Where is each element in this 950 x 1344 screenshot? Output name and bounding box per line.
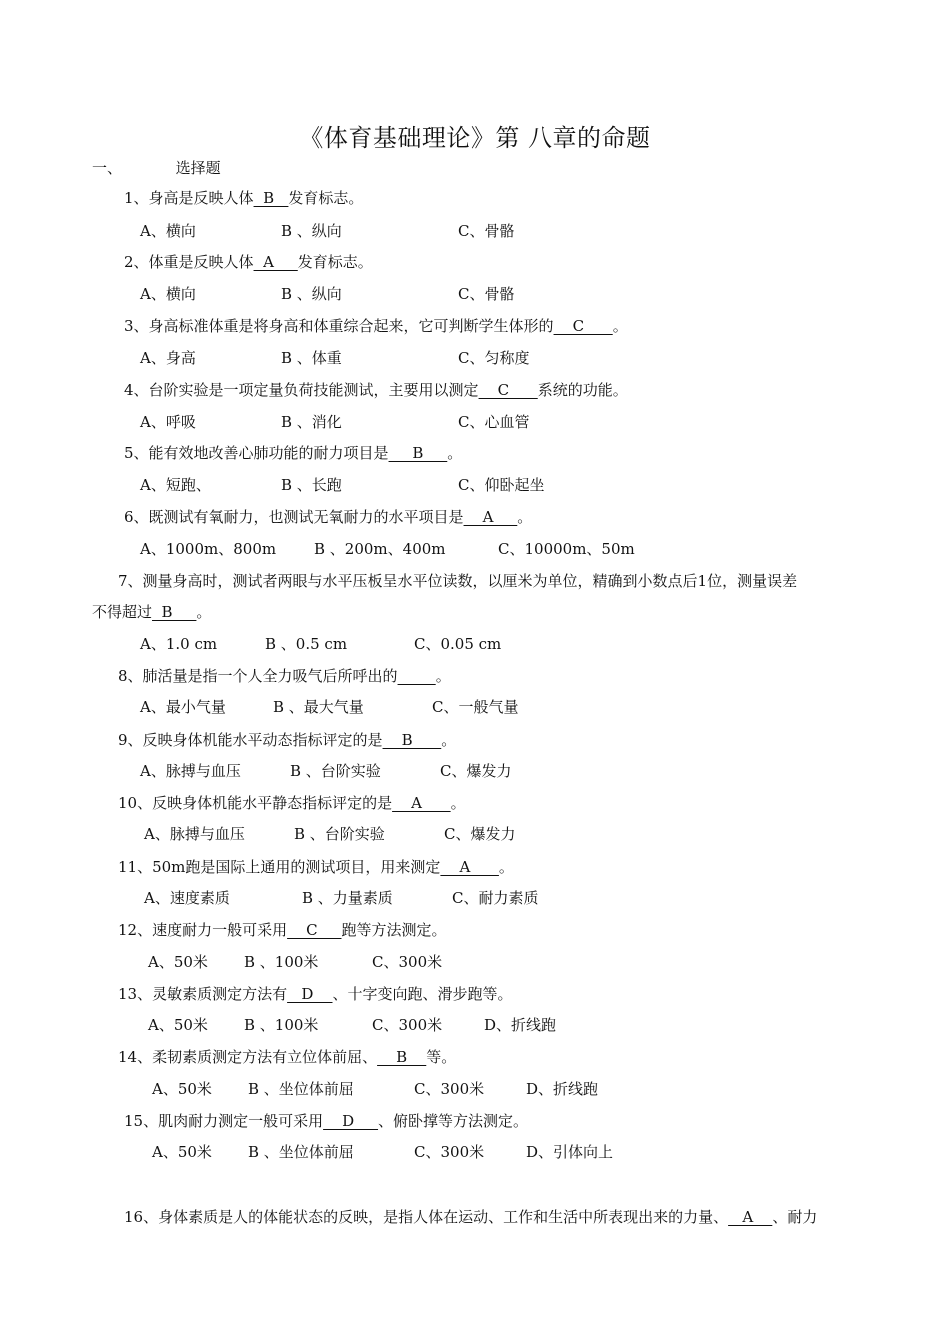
answer-option: A、最小气量 — [140, 698, 226, 716]
answer-option: A、脉搏与血压 — [144, 825, 245, 843]
question-text: 。 — [441, 731, 457, 749]
answer-option: C、300米 — [414, 1143, 485, 1161]
answer-blank: D — [323, 1112, 379, 1130]
question-text: 14、柔韧素质测定方法有立位体前屈、 — [118, 1048, 378, 1066]
answer-option: B 、坐位体前屈 — [248, 1143, 354, 1161]
answer-option: A、脉搏与血压 — [140, 762, 241, 780]
question-text: 。 — [450, 794, 466, 812]
question-text: 11、50m跑是国际上通用的测试项目，用来测定 — [118, 858, 441, 876]
answer-option: C、10000m、50m — [498, 540, 635, 558]
question-text: 。 — [498, 858, 514, 876]
question-text: 13、灵敏素质测定方法有 — [118, 985, 288, 1003]
answer-option: A、50米 — [152, 1143, 212, 1161]
answer-option: C、心血管 — [458, 413, 530, 431]
answer-option: B 、体重 — [281, 349, 342, 367]
question-stem-continued — [92, 602, 211, 622]
answer-option: C、骨骼 — [458, 222, 515, 240]
question-text: 15、肌肉耐力测定一般可采用 — [124, 1112, 324, 1130]
question-text: 等。 — [426, 1048, 457, 1066]
answer-option: B 、消化 — [281, 413, 342, 431]
answer-blank: A — [253, 253, 298, 271]
answer-blank: C — [553, 317, 613, 335]
answer-option: C、0.05 cm — [414, 635, 502, 653]
answer-option: A、身高 — [140, 349, 196, 367]
answer-option: B 、台阶实验 — [290, 762, 381, 780]
question-text: 。 — [435, 667, 451, 685]
answer-blank: C — [287, 921, 342, 939]
question-text: 12、速度耐力一般可采用 — [118, 921, 288, 939]
answer-option: A、50米 — [148, 953, 208, 971]
answer-option: A、1.0 cm — [140, 635, 218, 653]
question-text: 跑等方法测定。 — [341, 921, 447, 939]
answer-blank: B — [253, 189, 289, 207]
answer-option: B 、坐位体前屈 — [248, 1080, 354, 1098]
question-text: 6、既测试有氧耐力，也测试无氧耐力的水平项目是 — [124, 508, 464, 526]
answer-option: A、速度素质 — [144, 889, 230, 907]
answer-option: D、折线跑 — [526, 1080, 599, 1098]
answer-option: D、引体向上 — [526, 1143, 614, 1161]
answer-blank: B — [377, 1048, 427, 1066]
answer-blank: B — [152, 603, 197, 621]
question-text: 系统的功能。 — [537, 381, 628, 399]
answer-option: C、仰卧起坐 — [458, 476, 545, 494]
answer-option: B 、200m、400m — [314, 540, 446, 558]
question-stem — [118, 857, 514, 877]
question-stem — [124, 316, 628, 336]
question-stem — [118, 1047, 456, 1067]
question-text: 发育标志。 — [297, 253, 373, 271]
answer-option: C、匀称度 — [458, 349, 530, 367]
answer-option: A、50米 — [152, 1080, 212, 1098]
question-text: 。 — [517, 508, 533, 526]
question-text: 7、测量身高时，测试者两眼与水平压板呈水平位读数，以厘米为单位，精确到小数点后1位，测量误差 — [118, 572, 798, 590]
answer-option: C、骨骼 — [458, 285, 515, 303]
question-text: 1、身高是反映人体 — [124, 189, 254, 207]
question-stem — [118, 920, 447, 940]
question-text: 、耐力 — [772, 1208, 818, 1226]
section-heading — [92, 158, 221, 178]
question-text: 9、反映身体机能水平动态指标评定的是 — [118, 731, 383, 749]
answer-option: C、300米 — [372, 953, 443, 971]
question-stem — [118, 793, 466, 813]
answer-option: B 、长跑 — [281, 476, 342, 494]
answer-option: B 、纵向 — [281, 285, 342, 303]
question-text: 16、身体素质是人的体能状态的反映，是指人体在运动、工作和生活中所表现出来的力量、 — [124, 1208, 729, 1226]
answer-blank — [398, 666, 436, 686]
answer-option: C、300米 — [414, 1080, 485, 1098]
answer-blank: B — [388, 444, 448, 462]
answer-option: C、一般气量 — [432, 698, 519, 716]
answer-blank: D — [287, 985, 333, 1003]
answer-blank: A — [392, 794, 451, 812]
answer-blank: C — [478, 381, 538, 399]
answer-option: A、1000m、800m — [140, 540, 277, 558]
question-stem — [118, 730, 456, 750]
answer-option: B 、纵向 — [281, 222, 342, 240]
question-stem — [124, 443, 462, 463]
section-number: 一、 — [92, 159, 123, 177]
answer-option: C、耐力素质 — [452, 889, 539, 907]
question-stem — [124, 188, 363, 208]
question-text: 10、反映身体机能水平静态指标评定的是 — [118, 794, 393, 812]
question-text: 、俯卧撑等方法测定。 — [378, 1112, 529, 1130]
answer-option: C、爆发力 — [440, 762, 512, 780]
question-text: 5、能有效地改善心肺功能的耐力项目是 — [124, 444, 389, 462]
question-text: 、十字变向跑、滑步跑等。 — [332, 985, 513, 1003]
answer-blank: A — [728, 1208, 773, 1226]
section-label: 选择题 — [175, 159, 221, 177]
page-title: 《体育基础理论》第 八章的命题 — [299, 124, 651, 152]
question-text: 4、台阶实验是一项定量负荷技能测试，主要用以测定 — [124, 381, 479, 399]
answer-option: B 、力量素质 — [302, 889, 393, 907]
answer-blank: A — [440, 858, 499, 876]
answer-option: A、呼吸 — [140, 413, 196, 431]
question-stem — [124, 507, 532, 527]
question-text: 。 — [196, 603, 212, 621]
answer-option: B 、100米 — [244, 953, 319, 971]
answer-option: C、300米 — [372, 1016, 443, 1034]
answer-option: A、横向 — [140, 222, 196, 240]
answer-option: B 、100米 — [244, 1016, 319, 1034]
answer-option: C、爆发力 — [444, 825, 516, 843]
answer-option: A、短跑、 — [140, 476, 211, 494]
answer-option: B 、最大气量 — [273, 698, 364, 716]
answer-option: D、折线跑 — [484, 1016, 557, 1034]
question-text: 不得超过 — [92, 603, 153, 621]
answer-blank: A — [463, 508, 518, 526]
answer-option: B 、0.5 cm — [265, 635, 348, 653]
question-text: 2、体重是反映人体 — [124, 253, 254, 271]
answer-option: A、横向 — [140, 285, 196, 303]
question-stem — [124, 1111, 528, 1131]
question-text: 3、身高标准体重是将身高和体重综合起来，它可判断学生体形的 — [124, 317, 554, 335]
question-stem — [124, 1207, 817, 1227]
question-stem — [124, 252, 373, 272]
question-text: 。 — [612, 317, 628, 335]
question-text: 。 — [447, 444, 463, 462]
question-stem — [118, 571, 797, 591]
question-text: 8、肺活量是指一个人全力吸气后所呼出的 — [118, 667, 398, 685]
answer-option: B 、台阶实验 — [294, 825, 385, 843]
question-stem — [124, 380, 628, 400]
answer-blank: B — [382, 731, 442, 749]
question-text: 发育标志。 — [288, 189, 364, 207]
question-stem — [118, 666, 451, 686]
question-stem — [118, 984, 513, 1004]
answer-option: A、50米 — [148, 1016, 208, 1034]
